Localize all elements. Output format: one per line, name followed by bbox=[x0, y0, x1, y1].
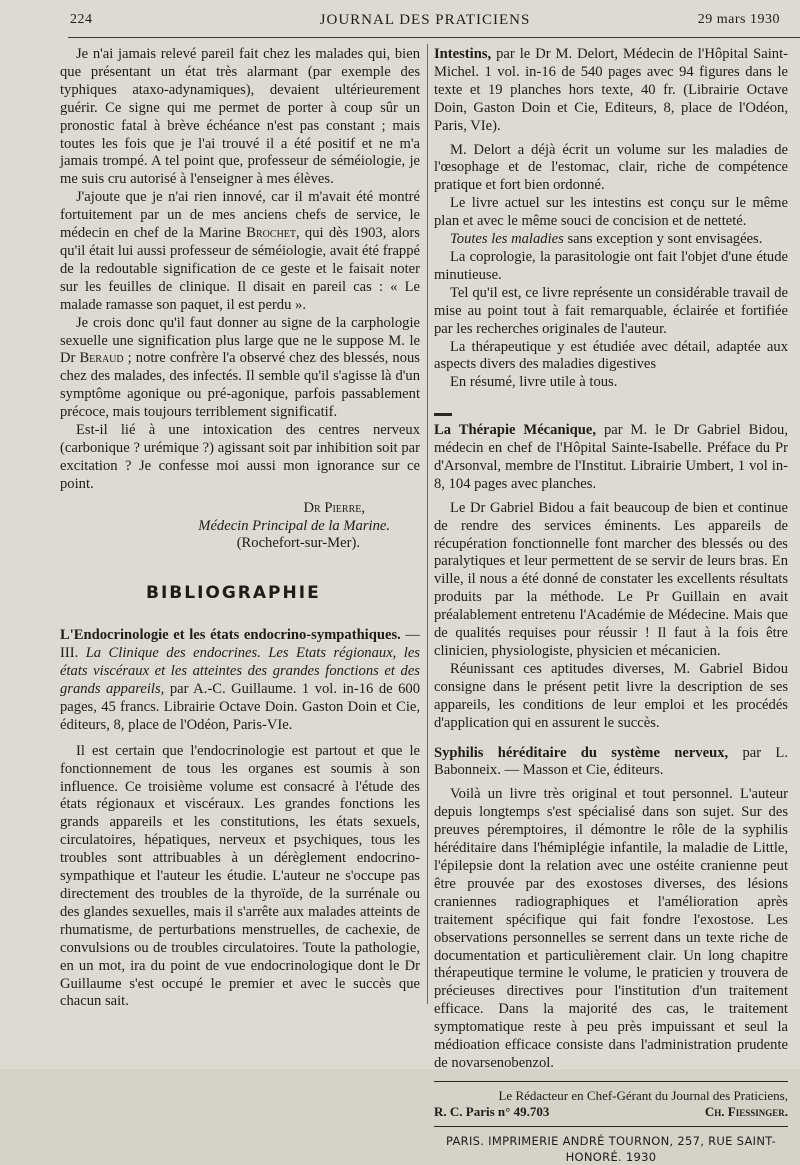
text-run: Je crois donc qu'il faut donner au signe de la carphologie sexuelle une signification plus large que ne le suppose M. le Dr bbox=[60, 314, 420, 367]
article-paragraph: Je n'ai jamais relevé pareil fait chez les malades qui, bien que présentant un état très alarmant (par exemple des typhiques ataxo-adynamiques), devaient ultérieurement guérir. Ce signe qui me permet de porter à coup sûr un pronostic fatal à brève échéance n'est pas constant ; mais toutes les fois que je l'ai trouvé il a été positif et ne m'a jamais trompé. A tel point que, professeur de séméiologie, je me suis cru autorisé à l'enseigner à mes élèves. bbox=[60, 46, 420, 188]
book-reference bbox=[60, 627, 420, 734]
review-paragraph: La thérapeutique y est étudiée avec détail, adaptée aux aspects divers des maladies digestives bbox=[434, 338, 788, 373]
emphasis: Toutes les maladies bbox=[450, 231, 564, 248]
footer-block bbox=[434, 1081, 788, 1165]
printer-line: PARIS. IMPRIMERIE ANDRÉ TOURNON, 257, RUE SAINT-HONORÉ. 1930 bbox=[446, 1133, 776, 1164]
page-number: 224 bbox=[70, 12, 93, 27]
author-name: Brochet bbox=[246, 225, 297, 242]
footer-row bbox=[434, 1104, 788, 1120]
editor-line: Le Rédacteur en Chef-Gérant du Journal des Praticiens, bbox=[498, 1087, 788, 1103]
article-paragraph bbox=[60, 189, 420, 314]
section-title: BIBLIOGRAPHIE bbox=[146, 583, 321, 604]
signature-title: Médecin Principal de la Marine. bbox=[198, 517, 390, 534]
journal-title: JOURNAL DES PRATICIENS bbox=[319, 12, 531, 28]
review-paragraph: Voilà un livre très original et tout personnel. L'auteur depuis longtemps s'est spécialisé dans son sujet. Sur des preuves péremptoires, il démontre le rôle de la syphilis héréditaire dans l'hémiplégie infantile, la maladie de Little, l'épilepsie dont la relation avec une ostéite cranienne peut être prouvée par des exostoses diverses, des lésions craniennes radiographiques et l'amélioration après traitement spécifique qui fait fondre l'exostose. Les observations personnelles se serrent dans un texte riche de documentation et particulièrement clair. Un long chapitre thérapeutique termine le volume, le praticien y trouvera de précieuses directives pour l'institution d'un traitement efficace. Dans la majorité des cas, le traitement symptomatique reste à peu près impuissant et seul la médioation efficace consiste dans l'administration prudente de novarsenobenzol. bbox=[434, 786, 788, 1071]
book-reference bbox=[434, 745, 788, 781]
page-header bbox=[70, 10, 780, 34]
column-divider bbox=[427, 44, 428, 1004]
review-paragraph: La coprologie, la parasitologie ont fait l'objet d'une étude minutieuse. bbox=[434, 248, 788, 283]
text-run: par A.-C. Guillaume. 1 vol. in-16 de 600 pages, 45 francs. Librairie Octave Doin. Gaston Doin et Cie, éditeurs, 8, place de l'Odéon, Paris-VIe. bbox=[60, 681, 421, 733]
text-run: par M. le Dr Gabriel Bidou, médecin en chef de l'Hôpital Sainte-Isabelle. Préface du Pr d'Arsonval, membre de l'Institut. Librairie Umbert, 1 vol in-8, 104 pages avec planches. bbox=[434, 422, 788, 492]
review-paragraph: Il est certain que l'endocrinologie est partout et que le fonctionnement de tous les organes est soumis à son influence. Ce troisième volume est consacré à l'étude des états régionaux et viscéraux. Les grandes fonctions les grands appareils et les constitutions, les états sexuels, circulatoires, hépatiques, nerveux et psychiques, tous les troubles sont attribuables à un dérèglement endocrino-sympathique et l'auteur les étudie. L'auteur ne s'occupe pas directement des troubles de la thyroïde, de la surrénale ou des glandes sexuelles, mais il s'arrête aux malades atteints de rhumatisme, de perturbations menstruelles, de cachexie, de convulsions ou de troubles circulatoires. Toute la pathologie, en un mot, ira du point de vue endocrinologique dont le Dr Guillaume s'est occupé le premier et avec le succès que chacun sait. bbox=[60, 742, 420, 1010]
review-paragraph: Le livre actuel sur les intestins est conçu sur le même plan et avec le même souci de concision et de netteté. bbox=[434, 195, 788, 230]
left-column bbox=[60, 46, 420, 1011]
book-reference bbox=[434, 422, 788, 494]
review-paragraph: Tel qu'il est, ce livre représente un considérable travail de mise au point tout à fait remarquable, éclairée et fortifiée par les recherches originales de l'auteur. bbox=[434, 284, 788, 337]
review-paragraph: En résumé, livre utile à tous. bbox=[450, 374, 618, 391]
text-run: , qui dès 1903, alors qu'il était lui aussi professeur de séméiologie, avait été frappé de la redoutable signification de ce geste et le faisait noter sur les feuilles de clinique. Il disait en pareil cas : « Le malade ramasse son paquet, il est perdu ». bbox=[60, 225, 420, 313]
issue-date: 29 mars 1930 bbox=[697, 12, 780, 27]
right-column bbox=[434, 46, 788, 1165]
book-title: L'Endocrinologie et les états endocrino-sympathiques. bbox=[60, 627, 401, 644]
trade-register: R. C. Paris n° 49.703 bbox=[434, 1103, 550, 1119]
signature-place: (Rochefort-sur-Mer). bbox=[236, 535, 360, 552]
entry-separator bbox=[434, 413, 452, 416]
book-reference bbox=[434, 46, 788, 136]
review-paragraph: Réunissant ces aptitudes diverses, M. Gabriel Bidou consigne dans le présent petit livre la description de ses appareils, les conditions de leur emploi et les procédés d'application qui en assurent le succès. bbox=[434, 660, 788, 731]
review-paragraph: M. Delort a déjà écrit un volume sur les maladies de l'œsophage et de l'estomac, clair, riche de compétence pratique et fort bien ordonné. bbox=[434, 141, 788, 194]
book-title: La Thérapie Mécanique, bbox=[434, 422, 596, 439]
text-run: sans exception y sont envisagées. bbox=[563, 231, 763, 248]
signature-name: Dr Pierre, bbox=[303, 499, 365, 516]
text-run: — III. bbox=[60, 627, 420, 662]
entry-gap bbox=[434, 733, 788, 745]
author-name: Beraud bbox=[79, 350, 124, 367]
header-rule bbox=[68, 37, 800, 38]
text-run: par L. Babonneix. — Masson et Cie, éditeurs. bbox=[434, 744, 788, 779]
article-paragraph bbox=[60, 315, 420, 422]
text-run: ; notre confrère l'a observé chez des blessés, nous chez des malades, des infectés. Il semble qu'il s'agisse là d'un symptôme agonique ou pré-agonique, parfois passablement précoce, mais toujours terriblement significatif. bbox=[60, 350, 420, 421]
article-paragraph: Est-il lié à une intoxication des centres nerveux (carbonique ? urémique ?) agissant soit par inhibition soit par excitation ? Je confesse moi aussi mon ignorance sur ce point. bbox=[60, 422, 420, 492]
review-paragraph: Le Dr Gabriel Bidou a fait beaucoup de bien et continue de rendre des services éminents. Les appareils de récupération fonctionnelle font marcher des blessés ou des paralytiques et leur permettent de se servir de leurs bras. En ville, il nous a été donné de constater les excellents résultats produits par la méthode. Le Pr Guillain en avait préalablement entretenu l'Académie de Médecine. Mais que de qualités requises pour réussir ! Il faut à la fois être clinicien, physiologiste, physicien et mécanicien. bbox=[434, 499, 788, 659]
book-title: Intestins, bbox=[434, 46, 492, 62]
text-run: J'ajoute que je n'ai rien innové, car il m'avait été montré fortuitement par un de mes anciens chefs de service, le médecin en chef de la Marine bbox=[60, 189, 420, 242]
entry-gap bbox=[434, 392, 788, 404]
editor-name: Ch. Fiessinger. bbox=[704, 1103, 788, 1119]
footer-rule bbox=[434, 1126, 788, 1127]
book-subtitle: La Clinique des endocrines. Les Etats régionaux, les états viscéraux et les atteintes des grandes fonctions et des grands appareils, bbox=[60, 645, 420, 697]
text-run: par le Dr M. Delort, Médecin de l'Hôpital Saint-Michel. 1 vol. in-16 de 540 pages avec 94 figures dans le texte et 19 planches hors texte, 40 fr. (Librairie Octave Doin, Gaston Doin et Cie, Editeurs, 8, place de l'Odéon, Paris, VIe). bbox=[434, 46, 788, 134]
review-paragraph bbox=[434, 231, 788, 249]
book-title: Syphilis héréditaire du système nerveux, bbox=[434, 744, 729, 761]
